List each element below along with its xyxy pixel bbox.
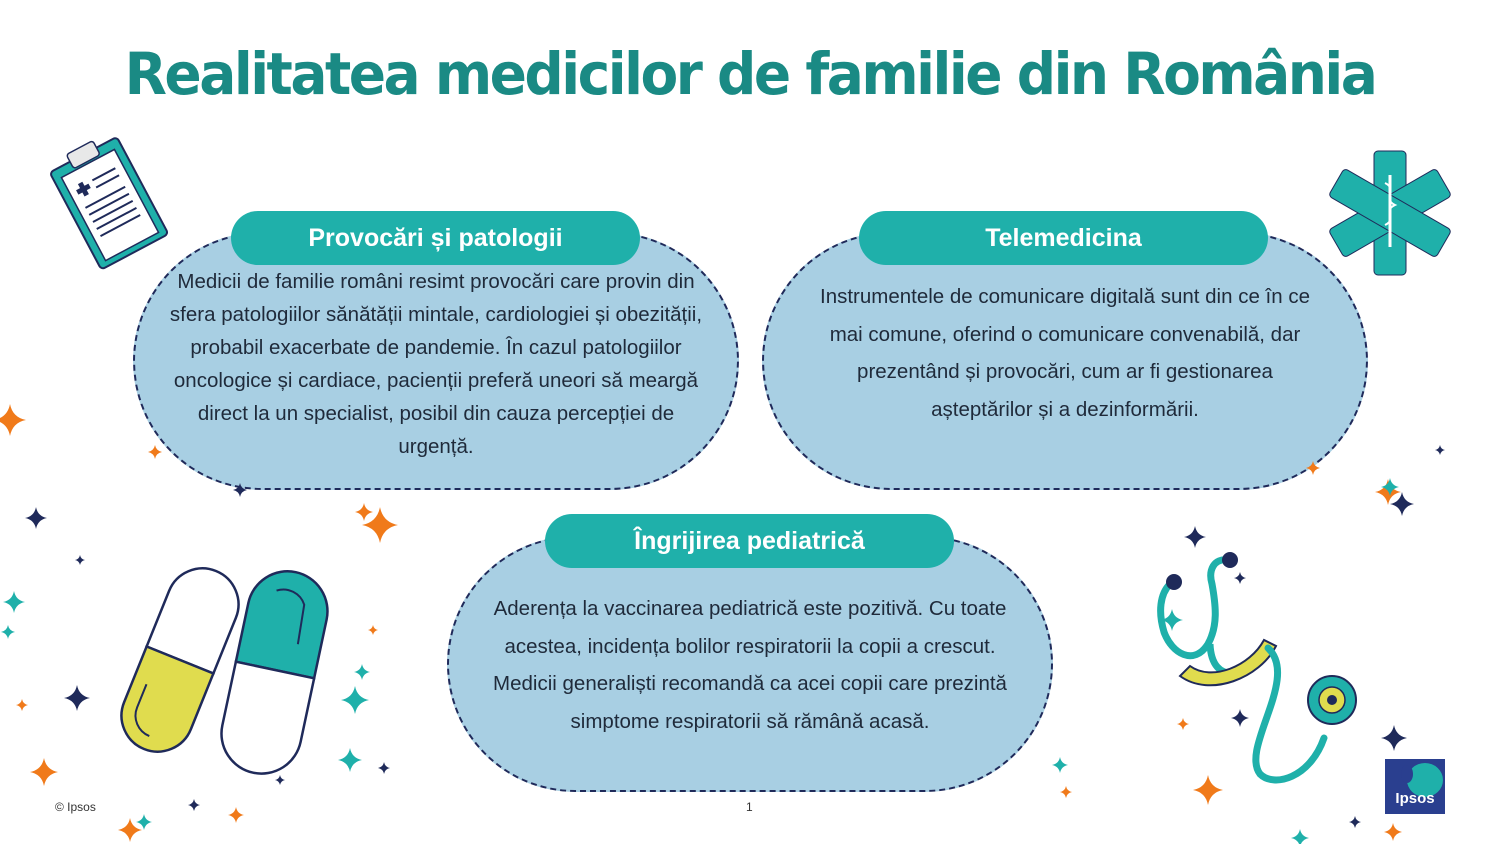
ipsos-logo: [1385, 759, 1445, 814]
copyright: © Ipsos: [55, 800, 96, 814]
card-telemedicina-text: Instrumentele de comunicare digitală sunt din ce în ce mai comune, oferind o comunicare convenabilă, dar prezentând și provocări, cum ar fi gestionarea așteptărilor și a dezinformării.: [820, 285, 1310, 421]
card-pediatrie-heading: Îngrijirea pediatrică: [545, 514, 954, 568]
page-number: 1: [746, 800, 753, 814]
card-provocari-heading: Provocări și patologii: [231, 211, 640, 265]
card-telemedicina-heading: Telemedicina: [859, 211, 1268, 265]
ipsos-logo-text: Ipsos: [1395, 790, 1435, 807]
page-title: Realitatea medicilor de familie din România: [124, 40, 1376, 108]
card-pediatrie-text: Aderența la vaccinarea pediatrică este pozitivă. Cu toate acestea, incidența bolilor respiratorii la copii a crescut. Medicii generaliști recomandă ca acei copii care prezintă simptome respiratorii să rămână acasă.: [493, 597, 1007, 733]
card-provocari-text: Medicii de familie români resimt provocări care provin din sfera patologiilor sănătății mintale, cardiologiei și obezității, probabil exacerbate de pandemie. În cazul patologiilor oncologice și cardiace, pacienții preferă uneori să meargă direct la un specialist, posibil din cauza percepției de urgență.: [169, 270, 703, 458]
